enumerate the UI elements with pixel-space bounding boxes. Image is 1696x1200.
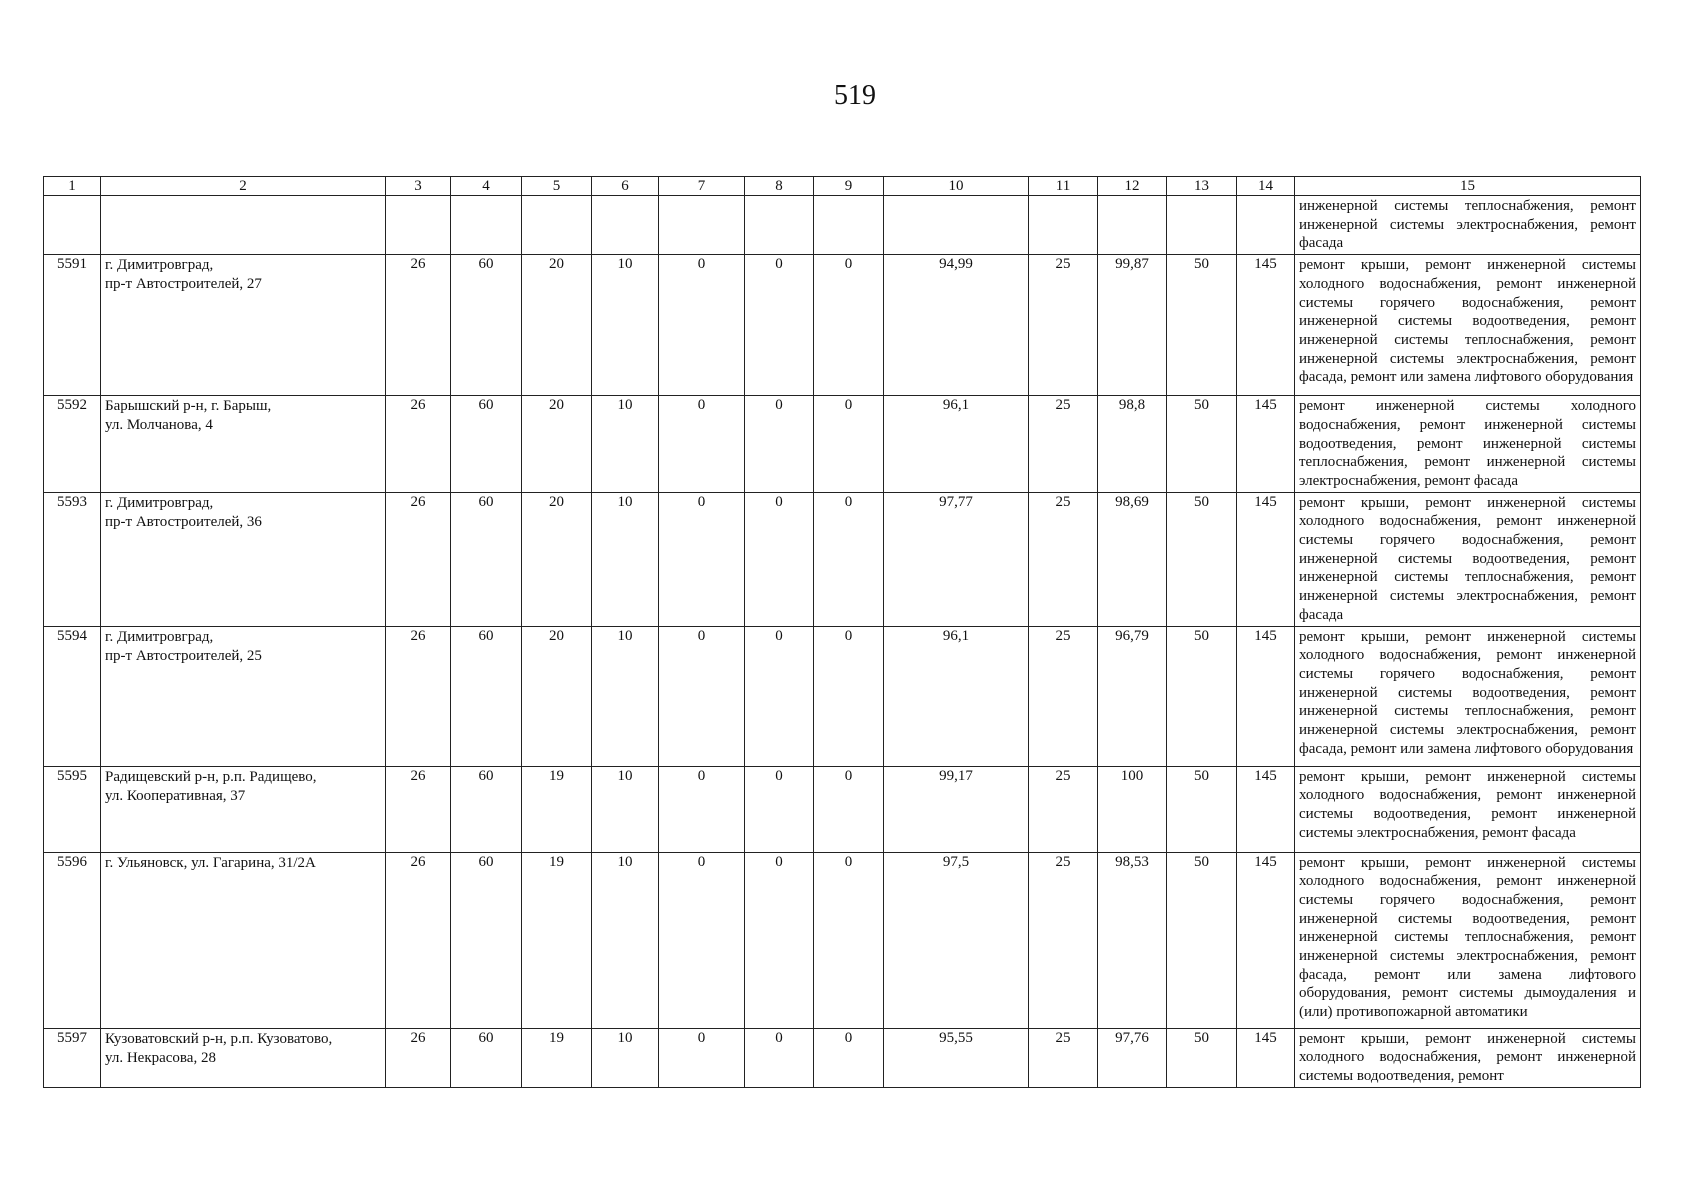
value-cell-col-8: 0 (745, 492, 814, 626)
value-cell-col-6: 10 (592, 766, 659, 852)
table-row (44, 852, 1641, 1028)
value-cell-col-12: 97,76 (1098, 1028, 1167, 1087)
col-header-8: 8 (745, 177, 814, 196)
value-cell-col-9: 0 (814, 492, 884, 626)
value-cell-col-6: 10 (592, 396, 659, 493)
value-cell-col-6: 10 (592, 852, 659, 1028)
value-cell-col-14: 145 (1237, 492, 1295, 626)
value-cell-col-5: 20 (522, 255, 592, 396)
value-cell-col-6: 10 (592, 492, 659, 626)
table-row (44, 492, 1641, 626)
value-cell-col-6: 10 (592, 255, 659, 396)
value-cell-col-7: 0 (659, 396, 745, 493)
value-cell-col-13: 50 (1167, 626, 1237, 766)
value-cell-col-4: 60 (451, 396, 522, 493)
value-cell-col-9: 0 (814, 396, 884, 493)
col-header-10: 10 (884, 177, 1029, 196)
col-header-11: 11 (1029, 177, 1098, 196)
value-cell-col-7: 0 (659, 492, 745, 626)
repair-works-cell: ремонт крыши, ремонт инженерной системы холодного водоснабжения, ремонт инженерной системы горячего водоснабжения, ремонт инженерной системы водоотведения, ремонт инженерной системы теплоснабжения, ремонт инженерной системы электроснабжения, ремонт фасада, ремонт или замена лифтового оборудования, ремонт системы дымоудаления и (или) противопожарной автоматики (1295, 852, 1641, 1028)
value-cell-col-7: 0 (659, 626, 745, 766)
repair-works-cell: ремонт крыши, ремонт инженерной системы холодного водоснабжения, ремонт инженерной системы водоотведения, ремонт инженерной системы электроснабжения, ремонт фасада (1295, 766, 1641, 852)
value-cell-col-11: 25 (1029, 396, 1098, 493)
value-cell-col-4: 60 (451, 766, 522, 852)
value-cell-col-3: 26 (386, 852, 451, 1028)
value-cell-col-8: 0 (745, 766, 814, 852)
value-cell-col-10: 99,17 (884, 766, 1029, 852)
value-cell-col-6: 10 (592, 1028, 659, 1087)
row-number: 5591 (44, 255, 101, 396)
value-cell-col-3: 26 (386, 1028, 451, 1087)
value-cell-col-9: 0 (814, 852, 884, 1028)
repair-register-table (43, 176, 1641, 1088)
repair-works-cell: ремонт крыши, ремонт инженерной системы холодного водоснабжения, ремонт инженерной системы горячего водоснабжения, ремонт инженерной системы водоотведения, ремонт инженерной системы теплоснабжения, ремонт инженерной системы электроснабжения, ремонт фасада (1295, 492, 1641, 626)
value-cell-col-8: 0 (745, 255, 814, 396)
value-cell-col-12: 98,69 (1098, 492, 1167, 626)
row-number: 5595 (44, 766, 101, 852)
value-cell-col-14: 145 (1237, 766, 1295, 852)
value-cell-col-13: 50 (1167, 766, 1237, 852)
value-cell-col-14: 145 (1237, 255, 1295, 396)
col-header-13: 13 (1167, 177, 1237, 196)
value-cell-col-3: 26 (386, 492, 451, 626)
address-cell: г. Димитровград, пр-т Автостроителей, 36 (101, 492, 386, 626)
col-header-15: 15 (1295, 177, 1641, 196)
value-cell-col-12: 96,79 (1098, 626, 1167, 766)
address-cell: г. Димитровград, пр-т Автостроителей, 27 (101, 255, 386, 396)
value-cell-col-9: 0 (814, 1028, 884, 1087)
value-cell-col-5: 19 (522, 766, 592, 852)
value-cell-col-5: 19 (522, 852, 592, 1028)
repair-works-cell: ремонт инженерной системы холодного водоснабжения, ремонт инженерной системы водоотведения, ремонт инженерной системы теплоснабжения, ремонт инженерной системы электроснабжения, ремонт фасада (1295, 396, 1641, 493)
row-number: 5592 (44, 396, 101, 493)
value-cell-col-4: 60 (451, 1028, 522, 1087)
col-header-4: 4 (451, 177, 522, 196)
value-cell-col-12: 98,8 (1098, 396, 1167, 493)
col-header-12: 12 (1098, 177, 1167, 196)
value-cell-col-13: 50 (1167, 255, 1237, 396)
repair-works-cell: ремонт крыши, ремонт инженерной системы холодного водоснабжения, ремонт инженерной системы водоотведения, ремонт (1295, 1028, 1641, 1087)
col-header-14: 14 (1237, 177, 1295, 196)
value-cell-col-14: 145 (1237, 1028, 1295, 1087)
value-cell-col-8: 0 (745, 852, 814, 1028)
value-cell-col-10: 97,5 (884, 852, 1029, 1028)
continuation-row (44, 196, 1641, 255)
col-header-7: 7 (659, 177, 745, 196)
value-cell-col-5: 20 (522, 626, 592, 766)
value-cell-col-5: 20 (522, 492, 592, 626)
col-header-6: 6 (592, 177, 659, 196)
value-cell-col-8: 0 (745, 1028, 814, 1087)
col-header-9: 9 (814, 177, 884, 196)
value-cell-col-11: 25 (1029, 1028, 1098, 1087)
value-cell-col-7: 0 (659, 852, 745, 1028)
col-header-1: 1 (44, 177, 101, 196)
value-cell-col-3: 26 (386, 766, 451, 852)
value-cell-col-12: 99,87 (1098, 255, 1167, 396)
value-cell-col-4: 60 (451, 626, 522, 766)
value-cell-col-13: 50 (1167, 1028, 1237, 1087)
address-cell: Радищевский р-н, р.п. Радищево, ул. Кооперативная, 37 (101, 766, 386, 852)
value-cell-col-7: 0 (659, 1028, 745, 1087)
value-cell-col-10: 97,77 (884, 492, 1029, 626)
col-header-2: 2 (101, 177, 386, 196)
value-cell-col-6: 10 (592, 626, 659, 766)
col-header-5: 5 (522, 177, 592, 196)
value-cell-col-3: 26 (386, 626, 451, 766)
row-number: 5593 (44, 492, 101, 626)
address-cell: Барышский р-н, г. Барыш, ул. Молчанова, 4 (101, 396, 386, 493)
address-cell: Кузоватовский р-н, р.п. Кузоватово, ул. Некрасова, 28 (101, 1028, 386, 1087)
page-number: 519 (834, 80, 876, 111)
value-cell-col-14: 145 (1237, 626, 1295, 766)
value-cell-col-12: 98,53 (1098, 852, 1167, 1028)
row-number: 5596 (44, 852, 101, 1028)
value-cell-col-8: 0 (745, 626, 814, 766)
value-cell-col-14: 145 (1237, 396, 1295, 493)
address-cell: г. Ульяновск, ул. Гагарина, 31/2А (101, 852, 386, 1028)
value-cell-col-10: 96,1 (884, 396, 1029, 493)
table-row (44, 396, 1641, 493)
value-cell-col-4: 60 (451, 255, 522, 396)
repair-works-cell: ремонт крыши, ремонт инженерной системы холодного водоснабжения, ремонт инженерной системы горячего водоснабжения, ремонт инженерной системы водоотведения, ремонт инженерной системы теплоснабжения, ремонт инженерной системы электроснабжения, ремонт фасада, ремонт или замена лифтового оборудования (1295, 626, 1641, 766)
table-row (44, 1028, 1641, 1087)
value-cell-col-10: 96,1 (884, 626, 1029, 766)
col-header-3: 3 (386, 177, 451, 196)
value-cell-col-3: 26 (386, 255, 451, 396)
value-cell-col-10: 94,99 (884, 255, 1029, 396)
row-number: 5597 (44, 1028, 101, 1087)
table-row (44, 255, 1641, 396)
value-cell-col-4: 60 (451, 492, 522, 626)
value-cell-col-8: 0 (745, 396, 814, 493)
value-cell-col-11: 25 (1029, 492, 1098, 626)
value-cell-col-9: 0 (814, 766, 884, 852)
row-number: 5594 (44, 626, 101, 766)
address-cell: г. Димитровград, пр-т Автостроителей, 25 (101, 626, 386, 766)
repair-works-cell: ремонт крыши, ремонт инженерной системы холодного водоснабжения, ремонт инженерной системы горячего водоснабжения, ремонт инженерной системы водоотведения, ремонт инженерной системы теплоснабжения, ремонт инженерной системы электроснабжения, ремонт фасада, ремонт или замена лифтового оборудования (1295, 255, 1641, 396)
value-cell-col-9: 0 (814, 626, 884, 766)
value-cell-col-3: 26 (386, 396, 451, 493)
table-row (44, 626, 1641, 766)
value-cell-col-11: 25 (1029, 852, 1098, 1028)
value-cell-col-9: 0 (814, 255, 884, 396)
value-cell-col-11: 25 (1029, 255, 1098, 396)
value-cell-col-4: 60 (451, 852, 522, 1028)
value-cell-col-11: 25 (1029, 766, 1098, 852)
value-cell-col-13: 50 (1167, 852, 1237, 1028)
value-cell-col-13: 50 (1167, 492, 1237, 626)
value-cell-col-11: 25 (1029, 626, 1098, 766)
value-cell-col-7: 0 (659, 255, 745, 396)
value-cell-col-5: 20 (522, 396, 592, 493)
value-cell-col-10: 95,55 (884, 1028, 1029, 1087)
value-cell-col-12: 100 (1098, 766, 1167, 852)
table-row (44, 766, 1641, 852)
continued-works-cell: инженерной системы теплоснабжения, ремонт инженерной системы электроснабжения, ремонт фасада (1295, 196, 1641, 255)
value-cell-col-5: 19 (522, 1028, 592, 1087)
value-cell-col-14: 145 (1237, 852, 1295, 1028)
column-index-row (44, 177, 1641, 196)
value-cell-col-13: 50 (1167, 396, 1237, 493)
value-cell-col-7: 0 (659, 766, 745, 852)
